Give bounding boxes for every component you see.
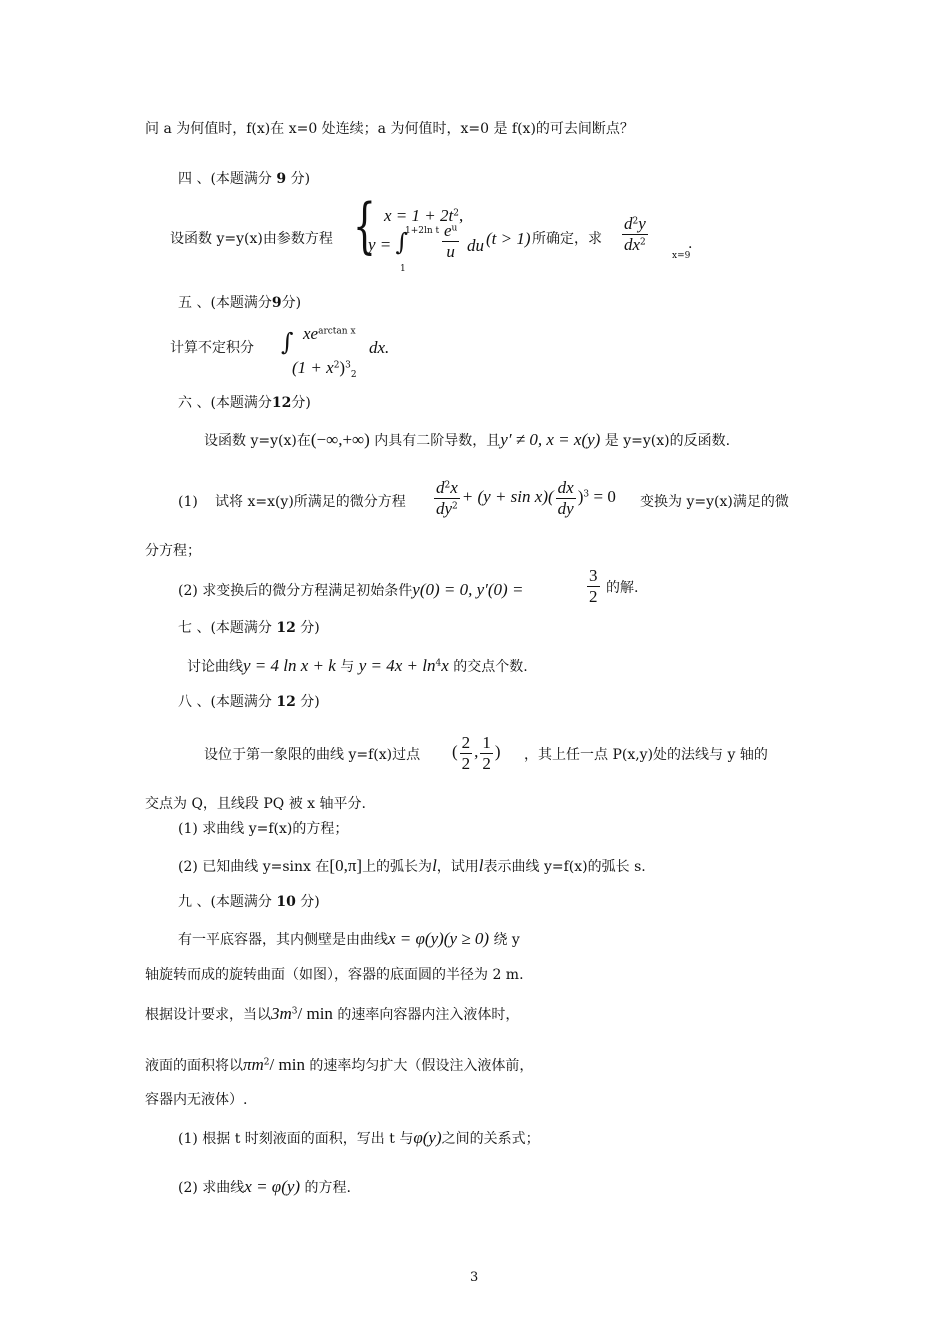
q6-p2-tail: 的解. bbox=[606, 580, 639, 596]
q9-p2: (2) 求曲线x = φ(y) 的方程. bbox=[178, 1177, 351, 1196]
q9-line4: 液面的面积将以$\pi m^2/$ min 的速率均匀扩大（假设注入液体前， bbox=[145, 1055, 534, 1074]
q6-intro: 设函数 y=y(x)在(−∞,+∞) 内具有二阶导数，且y′ ≠ 0, x = x(y) 是 y=y(x)的反函数. bbox=[204, 430, 731, 449]
q4-int-upper: 1+2ln t bbox=[405, 226, 440, 236]
q4-brace: { bbox=[353, 191, 376, 261]
q4-eq1: $x = 1 + 2t^2$, bbox=[384, 206, 464, 225]
q9-p1: (1) 根据 t 时刻液面的面积，写出 t 与φ(y)之间的关系式； bbox=[178, 1128, 540, 1147]
q6-heading: 六 、(本题满分12分) bbox=[178, 395, 311, 411]
page-number: 3 bbox=[470, 1270, 479, 1285]
q5-integral-sign: ∫ bbox=[281, 328, 294, 356]
q4-int-lower: 1 bbox=[400, 264, 406, 274]
q4-period: . bbox=[688, 236, 693, 252]
q4-prefix: 设函数 y=y(x)由参数方程 bbox=[170, 231, 333, 247]
q6-p1-cont: 分方程； bbox=[145, 543, 201, 559]
q9-line5: 容器内无液体）. bbox=[145, 1092, 248, 1108]
q9-line2: 轴旋转而成的旋转曲面（如图），容器的底面圆的半径为 2 m. bbox=[145, 967, 524, 983]
q4-eval-at: x=9 bbox=[672, 251, 691, 261]
q9-line3: 根据设计要求，当以$3m^3/$ min 的速率向容器内注入液体时， bbox=[145, 1004, 520, 1023]
q6-p1-text: 试将 x=x(y)所满足的微分方程 bbox=[215, 494, 406, 510]
q8-text-b: ，其上任一点 P(x,y)处的法线与 y 轴的 bbox=[524, 747, 768, 763]
q4-du: du bbox=[467, 236, 484, 255]
q6-p1-equation: $\frac{d^2x}{dy^2}$ + (y + sin x)( $\frac{dx}{dy}$ )$^3$ = 0 bbox=[436, 478, 616, 518]
q4-cond: (t > 1) bbox=[486, 229, 531, 248]
q8-heading: 八 、(本题满分 12 分) bbox=[178, 694, 320, 710]
q7-text: 讨论曲线y = 4 ln x + k 与 $y = 4x + \ln^4x$ 的交点个数. bbox=[187, 656, 528, 675]
q6-p1-label: (1) bbox=[178, 494, 198, 510]
q8-p2: (2) 已知曲线 y=sinx 在[0,π]上的弧长为l，试用l表示曲线 y=f(x)的弧长 s. bbox=[178, 856, 646, 875]
q5-denominator: $(1 + x^2)^3_2$ bbox=[292, 358, 357, 380]
q4-derivative: $\frac{d^2y}{dx^2}$ bbox=[624, 214, 646, 254]
q4-heading: 四 、(本题满分 9 分) bbox=[178, 171, 311, 187]
q4-mid: 所确定，求 bbox=[532, 231, 602, 247]
q8-text-a: 设位于第一象限的曲线 y=f(x)过点 bbox=[204, 747, 421, 763]
q6-p2-frac: $\frac{3}{2}$ bbox=[589, 566, 598, 606]
intro-line: 问 a 为何值时，f(x)在 x=0 处连续；a 为何值时，x=0 是 f(x)的可去间断点？ bbox=[145, 121, 634, 137]
q8-text-c: 交点为 Q，且线段 PQ 被 x 轴平分. bbox=[145, 796, 366, 812]
q9-heading: 九 、(本题满分 10 分) bbox=[178, 894, 320, 910]
q6-p1-tail: 变换为 y=y(x)满足的微 bbox=[640, 494, 789, 510]
q6-p2: (2) 求变换后的微分方程满足初始条件y(0) = 0, y′(0) = bbox=[178, 580, 524, 599]
integral-sign: ∫ bbox=[395, 228, 409, 256]
q7-heading: 七 、(本题满分 12 分) bbox=[178, 620, 320, 636]
q5-numerator: $xe^{arctan x}$ bbox=[303, 324, 356, 343]
q5-prefix: 计算不定积分 bbox=[170, 340, 254, 356]
q4-eq2: y = ∫ bbox=[368, 228, 409, 256]
q9-line1: 有一平底容器，其内侧壁是由曲线x = φ(y)(y ≥ 0) 绕 y bbox=[178, 929, 520, 948]
q5-dx: dx. bbox=[369, 338, 390, 357]
q5-heading: 五 、(本题满分9分) bbox=[178, 295, 302, 311]
q4-integrand: $\frac{e^u}{u}$ bbox=[444, 221, 458, 261]
q8-point: ( $\frac{2}{2}$ , $\frac{1}{2}$ ) bbox=[452, 733, 501, 773]
q8-p1: (1) 求曲线 y=f(x)的方程； bbox=[178, 821, 349, 837]
